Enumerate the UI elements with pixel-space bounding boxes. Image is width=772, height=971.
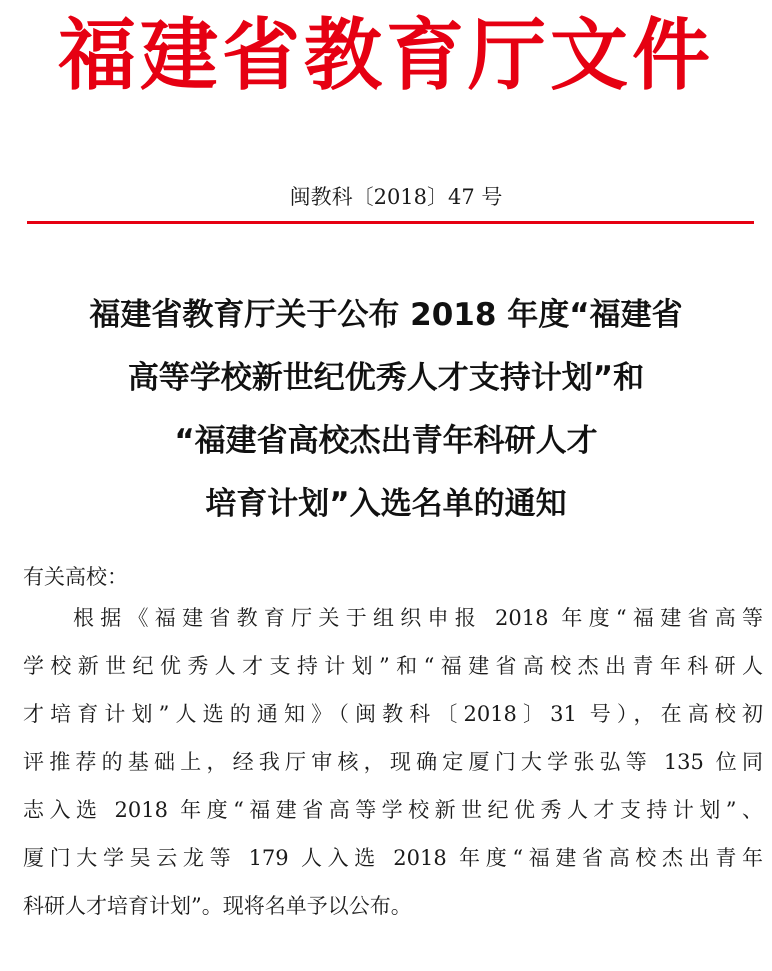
notice-title-line: “福建省高校杰出青年科研人才 <box>174 423 598 459</box>
paragraph-line: 学校新世纪优秀人才支持计划”和“福建省高校杰出青年科研人 <box>23 654 763 678</box>
paragraph-line: 科研人才培育计划”。现将名单予以公布。 <box>23 894 412 918</box>
paragraph-line: 根据《福建省教育厅关于组织申报 2018 年度“福建省高等 <box>73 606 763 630</box>
notice-paragraph <box>23 594 763 930</box>
notice-body <box>23 560 763 930</box>
paragraph-line: 厦门大学吴云龙等 179 人入选 2018 年度“福建省高校杰出青年 <box>23 846 763 870</box>
paragraph-line: 才培育计划”人选的通知》（闽教科〔2018〕31 号），在高校初 <box>23 702 763 726</box>
paragraph-line: 评推荐的基础上，经我厅审核，现确定厦门大学张弘等 135 位同 <box>23 750 763 774</box>
issuer-header-title: 福建省教育厅文件 <box>57 10 714 101</box>
document-number: 闽教科〔2018〕47 号 <box>289 185 503 209</box>
red-separator-line <box>27 221 754 224</box>
salutation: 有关高校： <box>23 565 128 589</box>
notice-title-line: 福建省教育厅关于公布 2018 年度“福建省 <box>89 297 683 333</box>
notice-title-line: 高等学校新世纪优秀人才支持计划”和 <box>127 360 645 396</box>
notice-title <box>0 284 772 536</box>
notice-title-line: 培育计划”入选名单的通知 <box>205 486 567 522</box>
paragraph-line: 志入选 2018 年度“福建省高等学校新世纪优秀人才支持计划”、 <box>23 798 763 822</box>
